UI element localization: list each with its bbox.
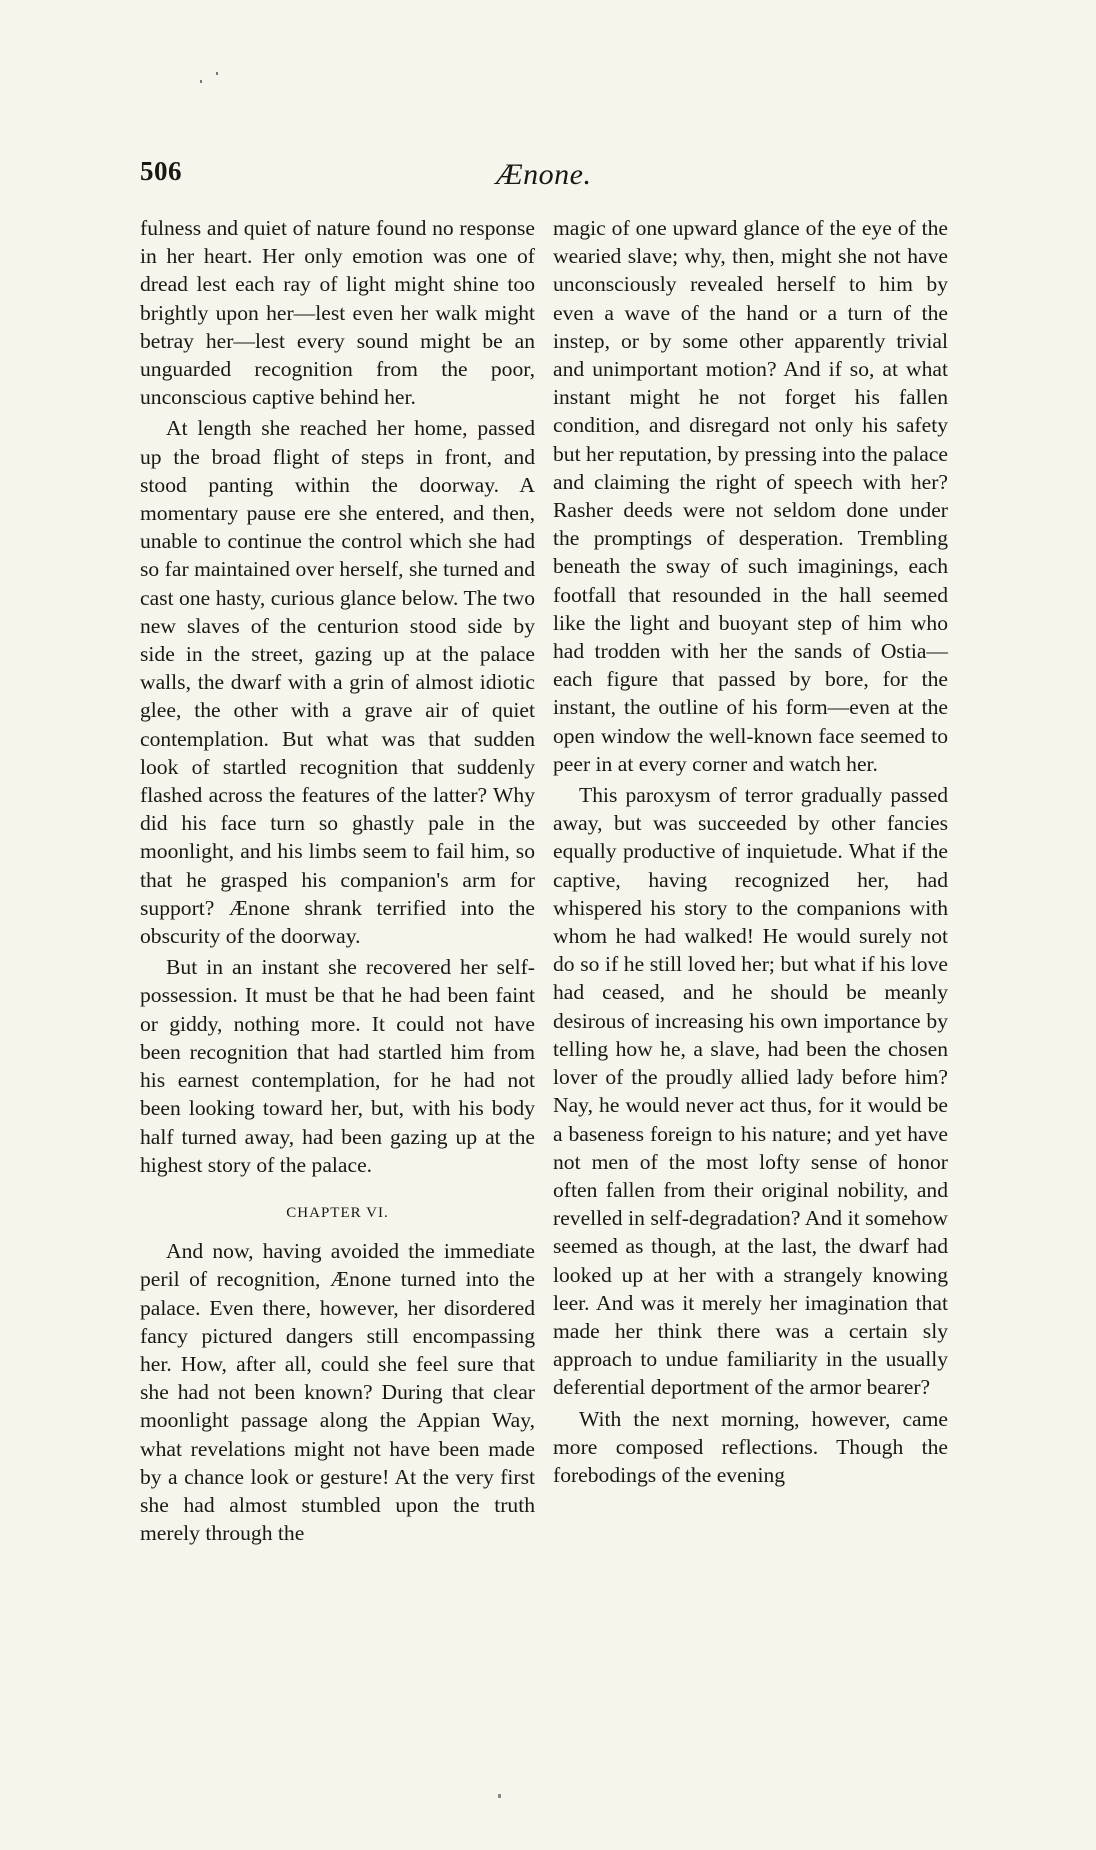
paragraph: fulness and quiet of nature found no response in her heart. Her only emotion was one of dread lest each ray of light might shine too brightly upon her—lest even her walk might betray her—lest every sound might be an unguarded recognition from the poor, unconscious captive behind her. bbox=[140, 216, 535, 410]
running-title: Ænone. bbox=[496, 158, 592, 191]
paragraph: At length she reached her home, passed up the broad flight of steps in front, and stood panting within the doorway. A momentary pause ere she entered, and then, unable to continue the control which she had so far maintained over herself, she turned and cast one hasty, curious glance below. The two new slaves of the centurion stood side by side in the street, gazing up at the palace walls, the dwarf with a grin of almost idiotic glee, the other with a grave air of quiet contemplation. But what was that sudden look of startled recognition that suddenly flashed across the features of the latter? Why did his face turn so ghastly pale in the moonlight, and his limbs seem to fail him, so that he grasped his companion's arm for support? Ænone shrank terrified into the obscurity of the doorway. bbox=[140, 416, 535, 949]
paragraph: This paroxysm of terror gradually passed away, but was succeeded by other fancies equally productive of inquietude. What if the captive, having recognized her, had whispered his story to the companions with whom he had walked! He would surely not do so if he still loved her; but what if his love had ceased, and he should be meanly desirous of increasing his own importance by telling how he, a slave, had been the chosen lover of the proudly allied lady before him? Nay, he would never act thus, for it would be a baseness foreign to his nature; and yet have not men of the most lofty sense of honor often fallen from their original nobility, and revelled in self-degradation? And it somehow seemed as though, at the last, the dwarf had looked up at her with a strangely knowing leer. And was it merely her imagination that made her think there was a certain sly approach to undue familiarity in the usually deferential deportment of the armor bearer? bbox=[553, 783, 948, 1400]
left-column bbox=[140, 214, 535, 1547]
paragraph: magic of one upward glance of the eye of the wearied slave; why, then, might she not have unconsciously revealed herself to him by even a wave of the hand or a turn of the instep, or by some other apparently trivial and unimportant motion? And if so, at what instant might he not forget his fallen condition, and disregard not only his safety but her reputation, by pressing into the palace and claiming the right of speech with her? Rasher deeds were not seldom done under the promptings of desperation. Trembling beneath the sway of such imaginings, each footfall that resounded in the hall seemed like the light and buoyant step of him who had trodden with her the sands of Ostia—each figure that passed by bore, for the instant, the outline of his form—even at the open window the well-known face seemed to peer in at every corner and watch her. bbox=[553, 216, 948, 776]
page-number: 506 bbox=[140, 156, 182, 186]
print-speck bbox=[498, 1794, 501, 1798]
page-header bbox=[140, 156, 960, 200]
chapter-heading: CHAPTER VI. bbox=[286, 1204, 389, 1221]
paragraph: And now, having avoided the immediate peril of recognition, Ænone turned into the palace. Even there, however, her disordered fancy pictured dangers still encompassing her. How, after all, could she feel sure that she had not been known? During that clear moonlight passage along the Appian Way, what revelations might not have been made by a chance look or gesture! At the very first she had almost stumbled upon the truth merely through the bbox=[140, 1239, 535, 1546]
print-specks bbox=[200, 80, 220, 90]
right-column bbox=[553, 214, 948, 1489]
speck bbox=[216, 72, 218, 75]
paragraph: But in an instant she recovered her self-possession. It must be that he had been faint or giddy, nothing more. It could not have been recognition that had startled him from his earnest contemplation, for he had not been looking toward her, but, with his body half turned away, had been gazing up at the highest story of the palace. bbox=[140, 955, 535, 1177]
speck bbox=[200, 80, 202, 83]
paragraph: With the next morning, however, came more composed reflections. Though the forebodings of the evening bbox=[553, 1406, 948, 1487]
